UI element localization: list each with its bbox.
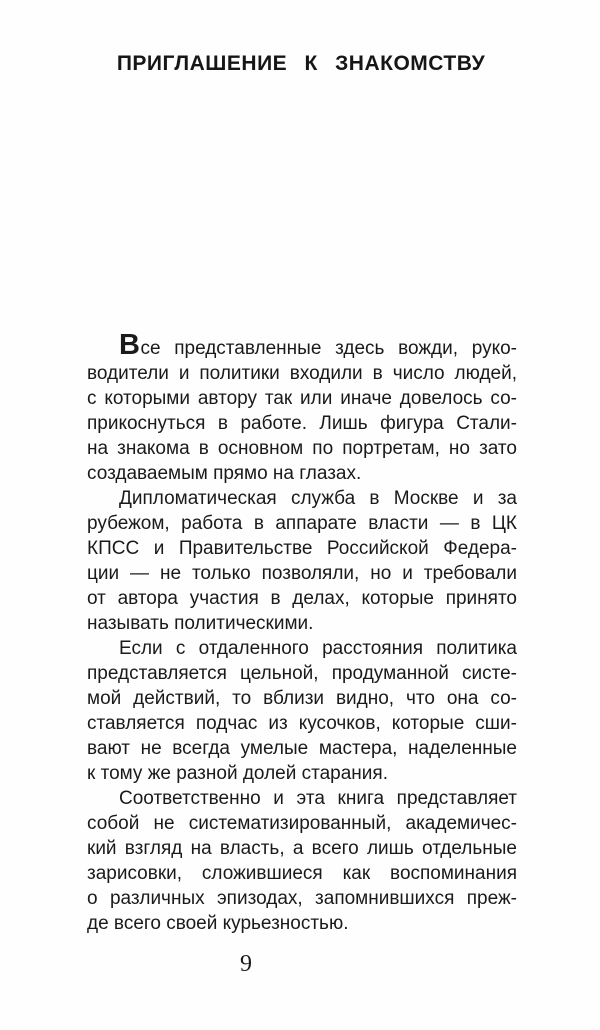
initial-cap: В [119,329,141,361]
paragraph-3 [87,636,517,786]
text-line: называть политическими. [87,613,314,634]
text-line: Соответственно и эта книга представляет [119,788,517,809]
text-line: водители и политики входили в число людей, [87,363,517,384]
text-line: создаваемым прямо на глазах. [87,463,362,484]
text-line: о различных эпизодах, запомнившихся преж- [87,888,517,909]
text-line: вают не всегда умелые мастера, наделенные [87,738,517,759]
text-line: прикоснуться в работе. Лишь фигура Стали- [87,413,517,434]
page-number: 9 [240,951,252,977]
text-line: от автора участия в делах, которые принято [87,588,517,609]
text-line: Если с отдаленного расстояния политика [119,638,517,659]
text-line: ставляется подчас из кусочков, которые сши- [87,713,517,734]
text-line: мой действий, то вблизи видно, что она со- [87,688,517,709]
chapter-title: ПРИГЛАШЕНИЕ К ЗНАКОМСТВУ [116,52,486,75]
text-line: рубежом, работа в аппарате власти — в ЦК [87,513,517,534]
body-text [87,329,517,936]
text-line: ции — не только позволяли, но и требовали [87,563,517,584]
text-line: Дипломатическая служба в Москве и за [119,488,517,509]
text-line: к тому же разной долей старания. [87,763,388,784]
text-line-content: се представленные здесь вожди, руко- [140,338,517,359]
text-line: с которыми автору так или иначе довелось со- [87,388,517,409]
text-line: кий взгляд на власть, а всего лишь отдельные [87,838,517,859]
text-line: представляется цельной, продуманной систе- [87,663,517,684]
text-line [87,329,517,361]
text-line: собой не систематизированный, академичес- [87,813,517,834]
text-line: зарисовки, сложившиеся как воспоминания [87,863,517,884]
paragraph-4 [87,786,517,936]
text-line: де всего своей курьезностью. [87,913,349,934]
paragraph-1 [87,329,517,486]
text-line: на знакома в основном по портретам, но зато [87,438,517,459]
paragraph-2 [87,486,517,636]
text-line: КПСС и Правительстве Российской Федера- [87,538,517,559]
